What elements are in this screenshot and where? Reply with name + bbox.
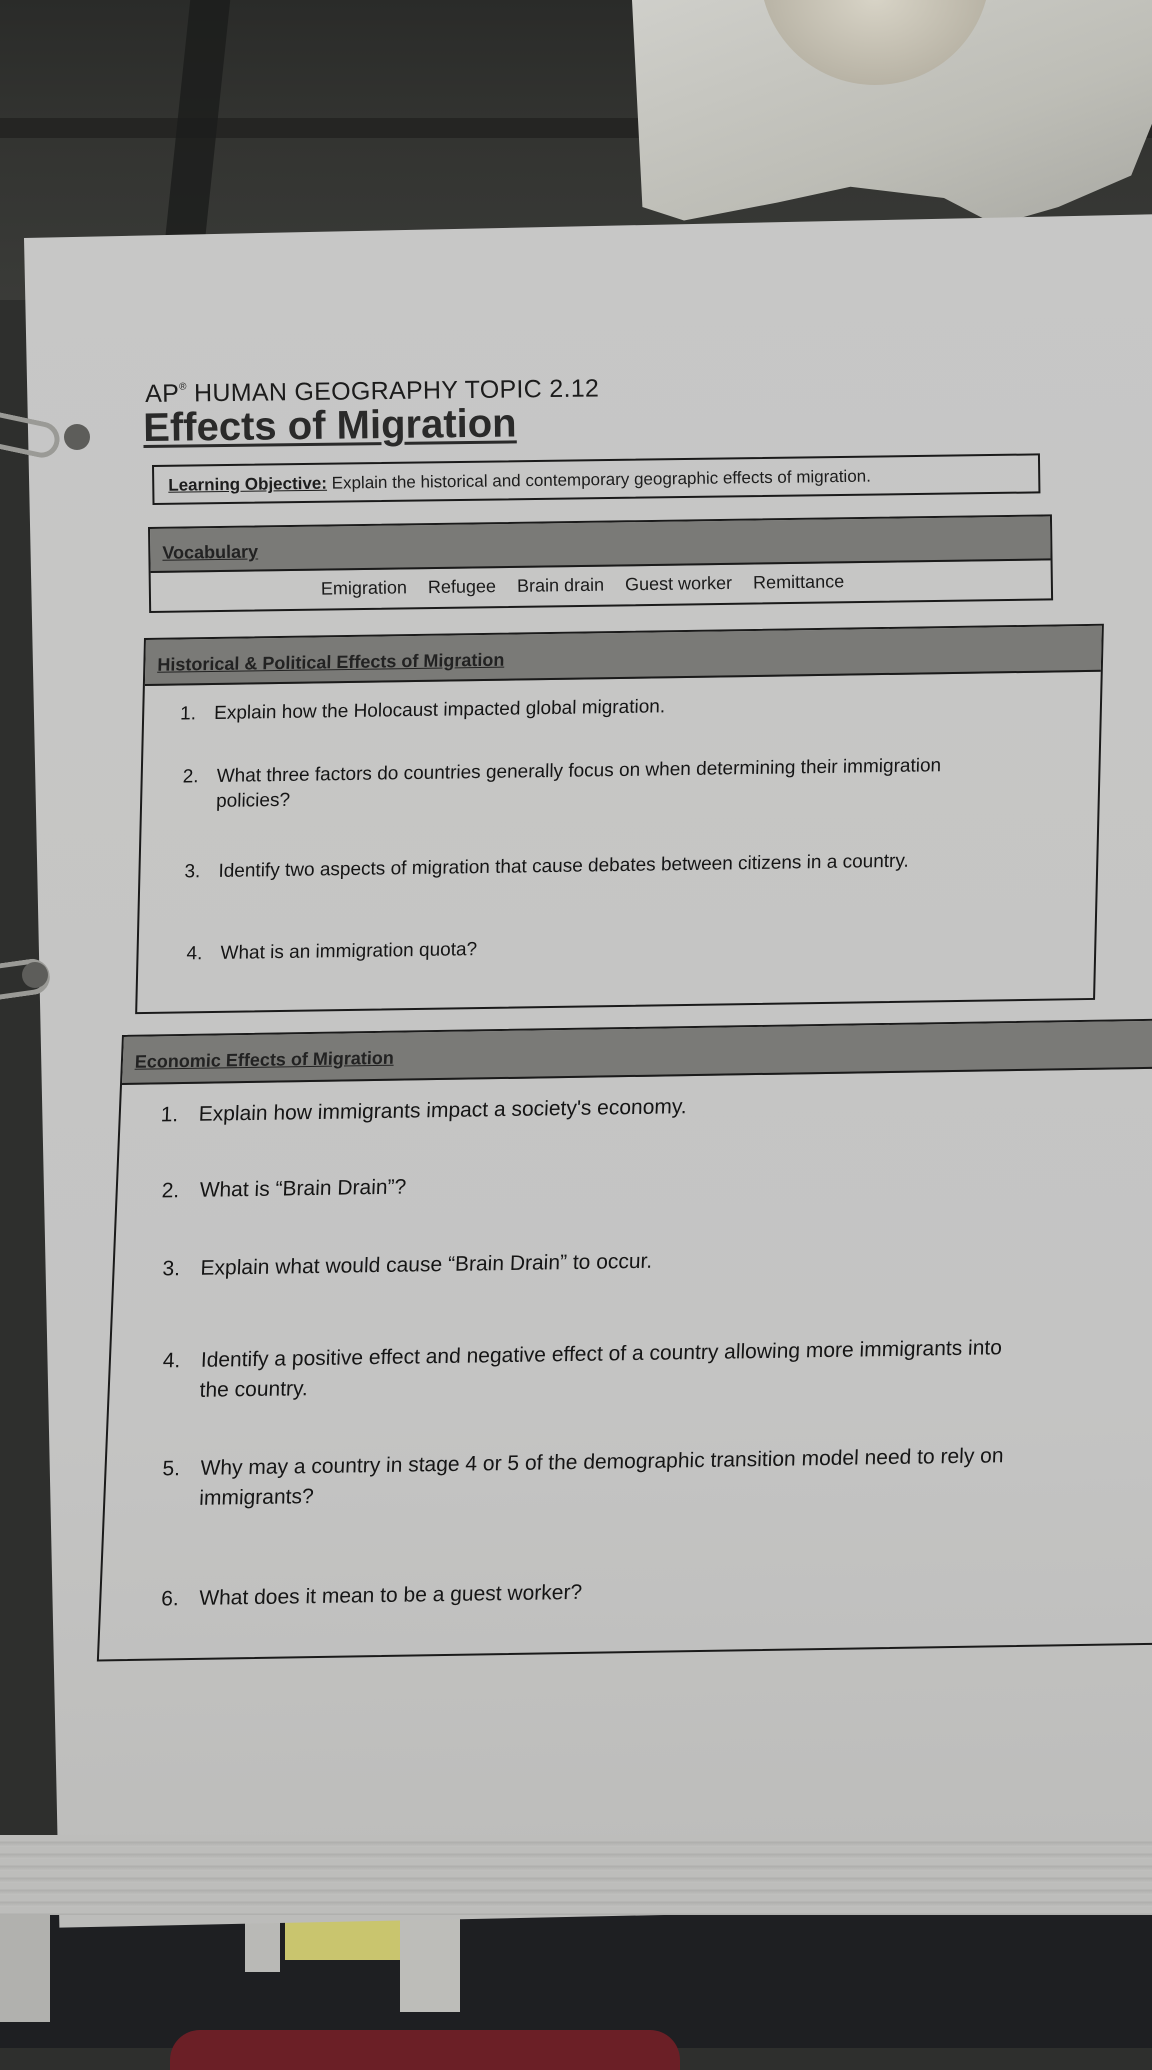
vocabulary-heading: Vocabulary xyxy=(162,541,259,563)
question-text-continued: policies? xyxy=(215,789,291,812)
question-text-continued: immigrants? xyxy=(198,1485,315,1510)
question-item xyxy=(186,937,477,966)
vocab-term: Refugee xyxy=(427,576,497,598)
question-text: What does it mean to be a guest worker? xyxy=(198,1580,583,1610)
vocab-term: Brain drain xyxy=(516,574,605,596)
economic-section xyxy=(97,1018,1152,1661)
question-number: 6. xyxy=(160,1587,180,1611)
question-text: Why may a country in stage 4 or 5 of the demographic transition model need to rely on xyxy=(200,1444,1004,1480)
question-text: What is an immigration quota? xyxy=(220,939,478,964)
historical-section-header xyxy=(145,626,1102,686)
topic-prefix: AP xyxy=(145,379,180,408)
learning-objective-label: Learning Objective: xyxy=(168,473,328,495)
question-number: 4. xyxy=(186,943,203,965)
question-text: What is “Brain Drain”? xyxy=(199,1175,407,1202)
punch-hole xyxy=(22,962,48,988)
question-text: Explain how the Holocaust impacted global migration. xyxy=(213,696,666,724)
question-number: 2. xyxy=(161,1179,180,1203)
question-number: 1. xyxy=(179,703,197,725)
learning-objective-box xyxy=(152,453,1040,505)
question-item xyxy=(160,1092,687,1130)
vocab-term: Guest worker xyxy=(624,572,733,595)
question-item xyxy=(180,694,666,726)
page-title: Effects of Migration xyxy=(143,401,517,450)
vocab-term: Remittance xyxy=(752,571,845,593)
question-item xyxy=(182,753,942,814)
topic-text: HUMAN GEOGRAPHY TOPIC 2.12 xyxy=(186,374,600,408)
question-text: Explain what would cause “Brain Drain” to occur. xyxy=(200,1249,653,1280)
question-item xyxy=(161,1333,1002,1406)
question-text: What three factors do countries generally focus on when determining their immigration xyxy=(216,755,942,787)
historical-section-heading: Historical & Political Effects of Migration xyxy=(157,649,505,675)
question-item xyxy=(161,1173,407,1207)
punch-hole xyxy=(64,424,90,450)
registered-mark: ® xyxy=(178,381,187,393)
question-item xyxy=(161,1441,1004,1514)
question-number: 5. xyxy=(162,1457,181,1481)
learning-objective-text: Explain the historical and contemporary geographic effects of migration. xyxy=(326,466,872,493)
historical-political-section xyxy=(135,624,1104,1014)
vocab-term: Emigration xyxy=(320,577,408,599)
vocabulary-box xyxy=(148,514,1053,613)
economic-section-header xyxy=(122,1020,1152,1085)
question-text: Identify two aspects of migration that cause debates between citizens in a country. xyxy=(218,850,910,882)
question-item xyxy=(184,849,909,885)
question-number: 3. xyxy=(162,1257,181,1281)
question-item xyxy=(161,1578,583,1615)
question-text: Explain how immigrants impact a society's economy. xyxy=(198,1095,688,1126)
question-number: 3. xyxy=(184,861,201,883)
question-number: 2. xyxy=(182,766,199,788)
question-number: 1. xyxy=(160,1103,179,1127)
economic-section-heading: Economic Effects of Migration xyxy=(134,1047,395,1072)
question-item xyxy=(162,1247,653,1285)
question-text-continued: the country. xyxy=(199,1377,309,1402)
binder-ring-icon xyxy=(0,409,63,461)
question-text: Identify a positive effect and negative effect of a country allowing more immigrants into xyxy=(200,1336,1003,1372)
question-number: 4. xyxy=(162,1349,181,1373)
